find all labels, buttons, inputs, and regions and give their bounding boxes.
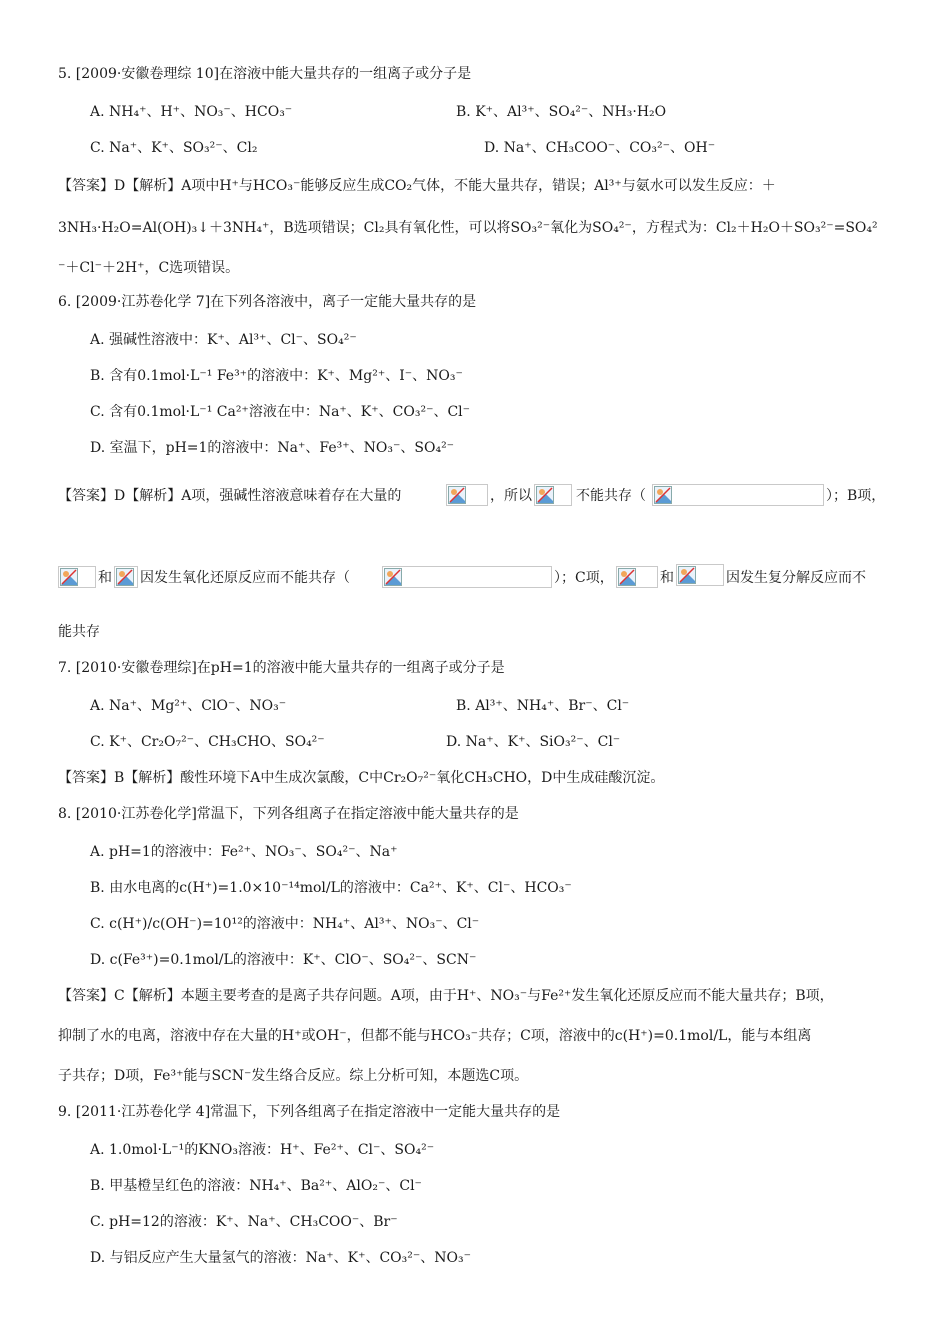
q8-stem: 8. [2010·江苏卷化学]常温下，下列各组离子在指定溶液中能大量共存的是 xyxy=(58,806,519,822)
q6-stem: 6. [2009·江苏卷化学 7]在下列各溶液中，离子一定能大量共存的是 xyxy=(58,294,477,310)
q6-answer-seg1: 【答案】D【解析】A项，强碱性溶液意味着存在大量的 xyxy=(58,488,402,504)
q6-answer-seg4: ）；B项， xyxy=(826,488,886,504)
formula-image-icon xyxy=(676,564,724,586)
q6-option-a: A. 强碱性溶液中：K⁺、Al³⁺、Cl⁻、SO₄²⁻ xyxy=(90,332,357,348)
q6-answer-seg6: 因发生氧化还原反应而不能共存（ xyxy=(140,570,350,586)
q9-option-d: D. 与铝反应产生大量氢气的溶液：Na⁺、K⁺、CO₃²⁻、NO₃⁻ xyxy=(90,1250,471,1266)
q9-stem: 9. [2011·江苏卷化学 4]常温下，下列各组离子在指定溶液中一定能大量共存的是 xyxy=(58,1104,561,1120)
formula-image-icon xyxy=(58,566,96,588)
formula-image-icon xyxy=(534,484,572,506)
q6-answer-seg7: ）；C项， xyxy=(554,570,614,586)
q6-option-d: D. 室温下，pH=1的溶液中：Na⁺、Fe³⁺、NO₃⁻、SO₄²⁻ xyxy=(90,440,455,456)
q6-answer-seg5: 和 xyxy=(98,570,112,586)
q7-option-c: C. K⁺、Cr₂O₇²⁻、CH₃CHO、SO₄²⁻ xyxy=(90,734,325,750)
q5-option-d: D. Na⁺、CH₃COO⁻、CO₃²⁻、OH⁻ xyxy=(484,140,716,156)
q7-answer: 【答案】B【解析】酸性环境下A中生成次氯酸，C中Cr₂O₇²⁻氧化CH₃CHO，D中生成硅酸沉淀。 xyxy=(58,770,665,786)
q7-option-b: B. Al³⁺、NH₄⁺、Br⁻、Cl⁻ xyxy=(456,698,630,714)
q5-option-b: B. K⁺、Al³⁺、SO₄²⁻、NH₃·H₂O xyxy=(456,104,667,120)
q7-stem: 7. [2010·安徽卷理综]在pH=1的溶液中能大量共存的一组离子或分子是 xyxy=(58,660,505,676)
q6-answer-seg8: 和 xyxy=(660,570,674,586)
q6-answer-seg9: 因发生复分解反应而不 xyxy=(726,570,866,586)
q6-option-c: C. 含有0.1mol·L⁻¹ Ca²⁺溶液在中：Na⁺、K⁺、CO₃²⁻、Cl⁻ xyxy=(90,404,471,420)
q8-option-b: B. 由水电离的c(H⁺)=1.0×10⁻¹⁴mol/L的溶液中：Ca²⁺、K⁺、Cl⁻、HCO₃⁻ xyxy=(90,880,572,896)
formula-image-icon xyxy=(446,484,488,506)
q6-answer-line3: 能共存 xyxy=(58,624,100,640)
q9-option-b: B. 甲基橙呈红色的溶液：NH₄⁺、Ba²⁺、AlO₂⁻、Cl⁻ xyxy=(90,1178,422,1194)
formula-image-icon xyxy=(114,566,138,588)
q9-option-a: A. 1.0mol·L⁻¹的KNO₃溶液：H⁺、Fe²⁺、Cl⁻、SO₄²⁻ xyxy=(90,1142,435,1158)
formula-image-icon xyxy=(616,566,658,588)
formula-image-icon xyxy=(652,484,824,506)
q8-option-a: A. pH=1的溶液中：Fe²⁺、NO₃⁻、SO₄²⁻、Na⁺ xyxy=(90,844,398,860)
q5-option-a: A. NH₄⁺、H⁺、NO₃⁻、HCO₃⁻ xyxy=(90,104,293,120)
q5-stem: 5. [2009·安徽卷理综 10]在溶液中能大量共存的一组离子或分子是 xyxy=(58,66,472,82)
q6-option-b: B. 含有0.1mol·L⁻¹ Fe³⁺的溶液中：K⁺、Mg²⁺、I⁻、NO₃⁻ xyxy=(90,368,463,384)
q8-answer-line1: 【答案】C【解析】本题主要考查的是离子共存问题。A项，由于H⁺、NO₃⁻与Fe²⁺发生氧化还原反应而不能大量共存；B项， xyxy=(58,988,834,1004)
q8-option-d: D. c(Fe³⁺)=0.1mol/L的溶液中：K⁺、ClO⁻、SO₄²⁻、SCN⁻ xyxy=(90,952,477,968)
q7-option-a: A. Na⁺、Mg²⁺、ClO⁻、NO₃⁻ xyxy=(90,698,287,714)
q5-answer-line3: ⁻＋Cl⁻＋2H⁺，C选项错误。 xyxy=(58,260,240,276)
q6-answer-seg3: 不能共存（ xyxy=(576,488,646,504)
q5-answer-line1: 【答案】D【解析】A项中H⁺与HCO₃⁻能够反应生成CO₂气体，不能大量共存，错误；Al³⁺与氨水可以发生反应：＋ xyxy=(58,178,776,194)
q6-answer-seg2: ，所以 xyxy=(490,488,532,504)
q8-option-c: C. c(H⁺)/c(OH⁻)=10¹²的溶液中：NH₄⁺、Al³⁺、NO₃⁻、Cl⁻ xyxy=(90,916,480,932)
q5-answer-line2: 3NH₃·H₂O=Al(OH)₃↓＋3NH₄⁺，B选项错误；Cl₂具有氧化性，可以将SO₃²⁻氧化为SO₄²⁻，方程式为：Cl₂＋H₂O＋SO₃²⁻=SO₄² xyxy=(58,220,878,236)
q5-option-c: C. Na⁺、K⁺、SO₃²⁻、Cl₂ xyxy=(90,140,258,156)
formula-image-icon xyxy=(382,566,552,588)
q9-option-c: C. pH=12的溶液：K⁺、Na⁺、CH₃COO⁻、Br⁻ xyxy=(90,1214,398,1230)
q7-option-d: D. Na⁺、K⁺、SiO₃²⁻、Cl⁻ xyxy=(446,734,621,750)
q8-answer-line2: 抑制了水的电离，溶液中存在大量的H⁺或OH⁻，但都不能与HCO₃⁻共存；C项，溶液中的c(H⁺)=0.1mol/L，能与本组离 xyxy=(58,1028,812,1044)
q8-answer-line3: 子共存；D项，Fe³⁺能与SCN⁻发生络合反应。综上分析可知，本题选C项。 xyxy=(58,1068,529,1084)
